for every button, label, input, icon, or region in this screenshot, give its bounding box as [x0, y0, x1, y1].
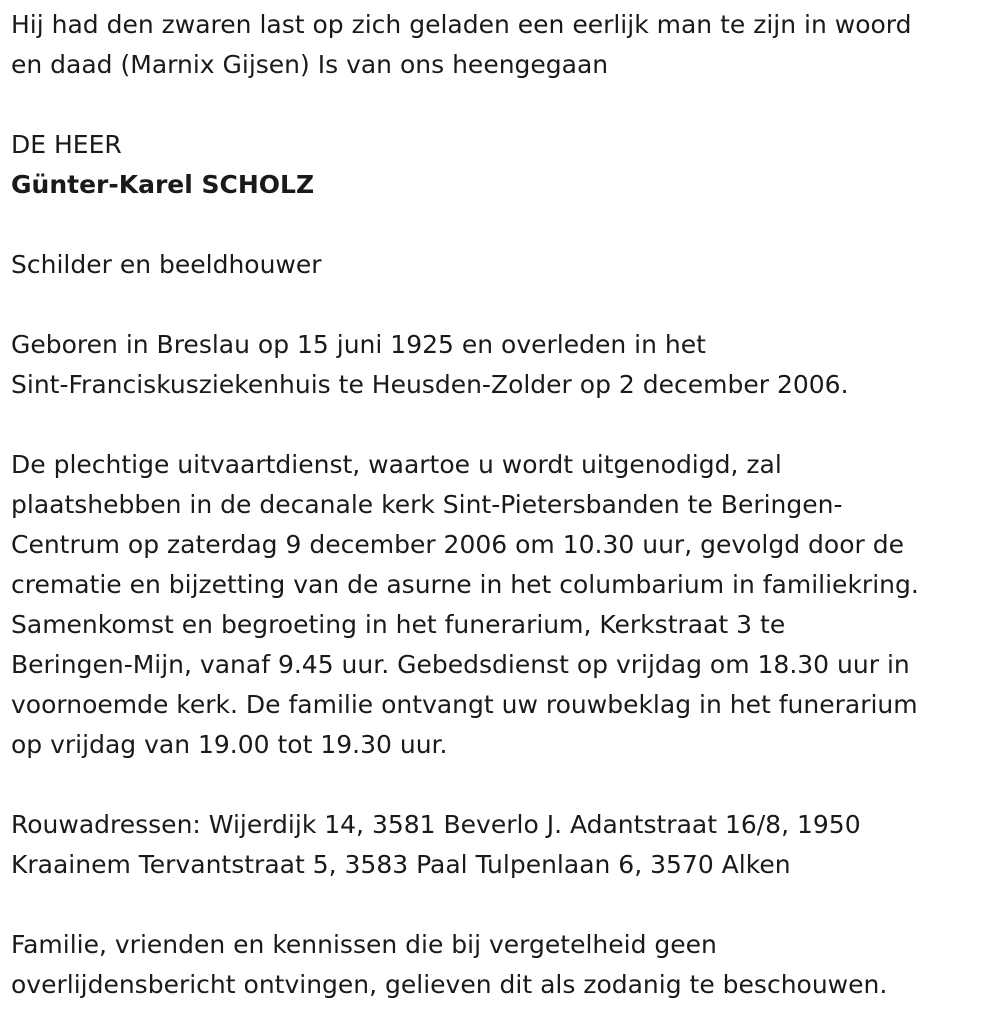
ceremony-line: Beringen-Mijn, vanaf 9.45 uur. Gebedsdienst op vrijdag om 18.30 uur in [11, 650, 910, 679]
spacer [11, 405, 996, 445]
ceremony-paragraph [11, 445, 996, 765]
ceremony-line: De plechtige uitvaartdienst, waartoe u wordt uitgenodigd, zal [11, 450, 782, 479]
deceased-name: Günter-Karel SCHOLZ [11, 170, 315, 199]
ceremony-line: Samenkomst en begroeting in het funerarium, Kerkstraat 3 te [11, 610, 786, 639]
spacer [11, 285, 996, 325]
profession: Schilder en beeldhouwer [11, 250, 322, 279]
ceremony-line: op vrijdag van 19.00 tot 19.30 uur. [11, 730, 448, 759]
spacer [11, 205, 996, 245]
obituary-notice [11, 5, 996, 1005]
spacer [11, 885, 996, 925]
address-line: Kraainem Tervantstraat 5, 3583 Paal Tulpenlaan 6, 3570 Alken [11, 850, 791, 879]
ceremony-line: plaatshebben in de decanale kerk Sint-Pietersbanden te Beringen- [11, 490, 843, 519]
closing-line: Familie, vrienden en kennissen die bij vergetelheid geen [11, 930, 717, 959]
ceremony-line: voornoemde kerk. De familie ontvangt uw rouwbeklag in het funerarium [11, 690, 918, 719]
closing-line: overlijdensbericht ontvingen, gelieven dit als zodanig te beschouwen. [11, 970, 888, 999]
honorific: DE HEER [11, 130, 122, 159]
intro-quote [11, 5, 996, 85]
birth-death-line: Sint-Franciskusziekenhuis te Heusden-Zolder op 2 december 2006. [11, 370, 849, 399]
closing-paragraph [11, 925, 996, 1005]
address-line: Rouwadressen: Wijerdijk 14, 3581 Beverlo J. Adantstraat 16/8, 1950 [11, 810, 861, 839]
spacer [11, 765, 996, 805]
birth-death-line: Geboren in Breslau op 15 juni 1925 en overleden in het [11, 330, 706, 359]
ceremony-line: Centrum op zaterdag 9 december 2006 om 10.30 uur, gevolgd door de [11, 530, 904, 559]
birth-death-paragraph [11, 325, 996, 405]
intro-line: en daad (Marnix Gijsen) Is van ons heengegaan [11, 50, 609, 79]
ceremony-line: crematie en bijzetting van de asurne in het columbarium in familiekring. [11, 570, 919, 599]
spacer [11, 85, 996, 125]
addresses-paragraph [11, 805, 996, 885]
intro-line: Hij had den zwaren last op zich geladen een eerlijk man te zijn in woord [11, 10, 912, 39]
